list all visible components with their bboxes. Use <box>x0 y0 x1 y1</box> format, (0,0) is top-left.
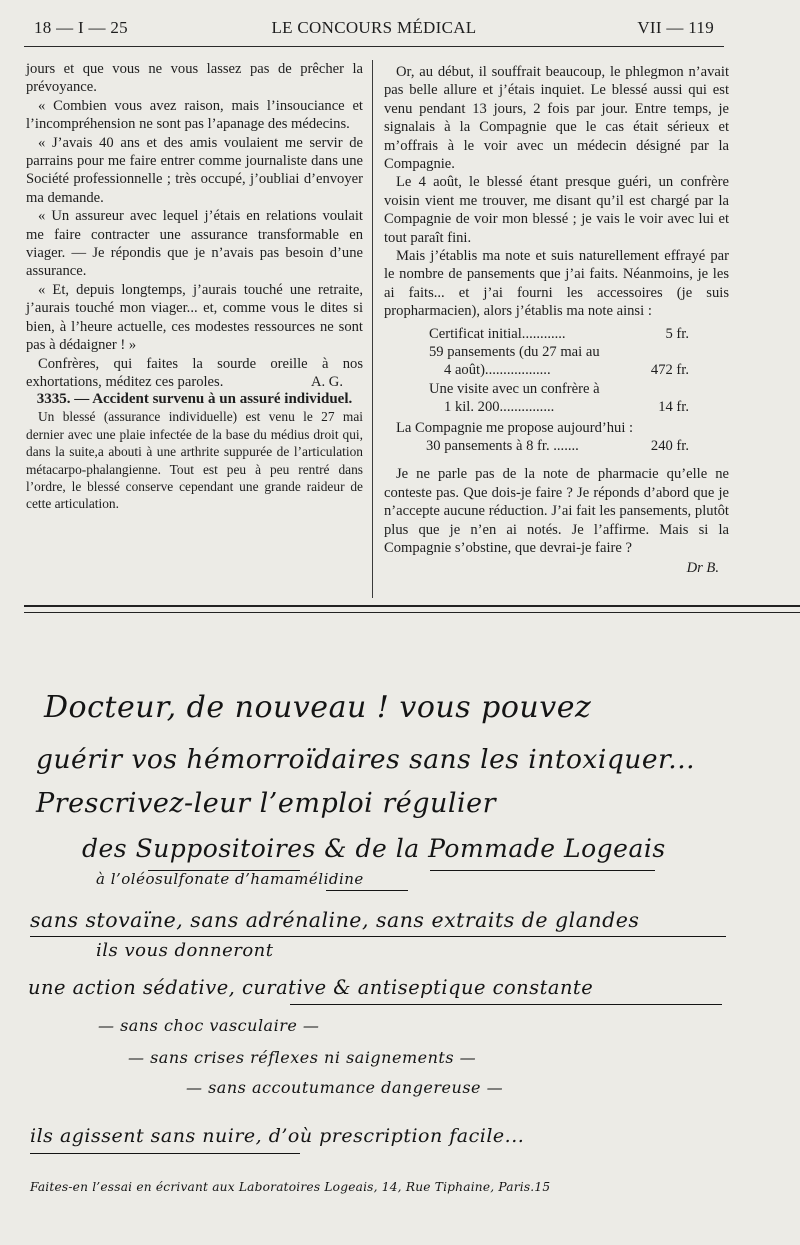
paragraph <box>26 355 363 392</box>
advert-line: ils vous donneront <box>96 940 274 961</box>
advert-line: à l’oléosulfonate d’hamamélidine <box>96 870 364 888</box>
header-date: 18 — I — 25 <box>34 18 128 37</box>
right-column <box>384 63 729 578</box>
signature-ag: A. G. <box>310 373 343 390</box>
advert-line: — sans crises réflexes ni saignements — <box>128 1048 477 1067</box>
left-column <box>26 60 363 513</box>
paragraph: Or, au début, il souffrait beaucoup, le phlegmon n’avait pas belle allure et j’étais inquiet. Le blessé aussi qui est venu pendant 13 jours, 2 fois par jour. Entre temps, je signalais à la Compagnie que le cas était sérieux et m’offrais à le voir avec un médecin désigné par la Compagnie. <box>384 64 729 173</box>
advert-line: Prescrivez-leur l’emploi régulier <box>36 788 497 819</box>
advert-line: une action sédative, curative & antiseptique constante <box>28 976 594 999</box>
header-rule <box>24 46 724 47</box>
underline <box>290 1004 722 1005</box>
invoice-line: 59 pansements (du 27 mai au <box>429 344 600 361</box>
advert-contact-line: Faites-en l’essai en écrivant aux Laboratoires Logeais, 14, Rue Tiphaine, Paris.15 <box>30 1180 551 1194</box>
article-title: 3335. — Accident survenu à un assuré individuel. <box>36 391 353 408</box>
underline <box>430 870 655 871</box>
invoice-line: Certificat initial............ 5 fr. <box>429 325 689 342</box>
column-divider <box>372 60 373 598</box>
paragraph: « Un assureur avec lequel j’étais en relations voulait me faire contracter une assurance transformable en viager. — Je répondis que je n’avais pas besoin d’une assurance. <box>26 208 363 280</box>
advert-line: guérir vos hémorroïdaires sans les intoxiquer... <box>36 744 696 775</box>
invoice-line: Une visite avec un confrère à <box>429 380 600 397</box>
section-rule <box>24 605 800 607</box>
underline <box>326 890 408 891</box>
section-rule <box>24 612 800 613</box>
underline <box>30 936 726 937</box>
paragraph: « J’avais 40 ans et des amis voulaient me servir de parrains pour me faire entrer comme journaliste dans une Société professionnelle ; très occupé, j’oubliai d’envoyer ma demande. <box>26 134 363 206</box>
handwritten-advert <box>0 620 800 1245</box>
header-page-number: VII — 119 <box>637 18 714 37</box>
advert-line: ils agissent sans nuire, d’où prescription facile... <box>30 1125 525 1147</box>
advert-line: Docteur, de nouveau ! vous pouvez <box>44 690 592 725</box>
proposal-text: La Compagnie me propose aujourd’hui : <box>396 419 634 436</box>
paragraph: Mais j’établis ma note et suis naturellement effrayé par le nombre de pansements que j’ai faits. Néanmoins, je les ai faits... et j’ai fourni les accessoires (je suis propharmacien), alors j’établis ma note ainsi : <box>384 248 729 320</box>
advert-line: — sans accoutumance dangereuse — <box>186 1078 504 1097</box>
paragraph: jours et que vous ne vous lassez pas de prêcher la prévoyance. <box>26 61 363 96</box>
invoice-line: 4 août).................. 472 fr. <box>444 362 689 379</box>
advert-line: — sans choc vasculaire — <box>98 1016 320 1035</box>
paragraph: Le 4 août, le blessé étant presque guéri, un confrère voisin vient me trouver, me disant qu’il est chargé par la Compagnie de voir mon blessé ; je vais le voir avec lui et tout paraît fini. <box>384 174 729 246</box>
article-body: Un blessé (assurance individuelle) est venu le 27 mai dernier avec une plaie infectée de la base du médius droit qui, dans la suite,a abouti à une arthrite suppurée de l’articulation métacarpo-phalangienne. Tout est peu à peu rentré dans l’ordre, le blessé conserve cependant une grande raideur de cette articulation. <box>26 409 363 512</box>
underline <box>30 1153 300 1154</box>
proposal-line: 30 pansements à 8 fr. ....... 240 fr. <box>426 438 689 455</box>
paragraph: « Et, depuis longtemps, j’aurais touché une retraite, j’aurais touché mon viager... et, comme vous le dites si bien, à l’heure actuelle, ces modestes ressources ne sont pas à dédaigner ! » <box>26 281 363 354</box>
closing-paragraph: Je ne parle pas de la note de pharmacie qu’elle ne conteste pas. Que dois-je faire ? Je réponds d’abord que je n’accepte aucune réduction. J’ai fait les pansements, plutôt plus que je n’en ai notés. Je l’affirme. Mais si la Compagnie s’obstine, que devrai-je faire ? <box>384 466 729 557</box>
closing-exhortation: Confrères, qui faites la sourde oreille à nos exhortations, méditez ces paroles. <box>26 355 363 390</box>
invoice-list <box>384 325 729 417</box>
header-journal-title: LE CONCOURS MÉDICAL <box>271 18 477 37</box>
invoice-line: 1 kil. 200............... 14 fr. <box>444 399 689 416</box>
advert-line: sans stovaïne, sans adrénaline, sans extraits de glandes <box>30 908 640 932</box>
advert-line: des Suppositoires & de la Pommade Logeais <box>82 834 666 863</box>
paragraph: « Combien vous avez raison, mais l’insouciance et l’incompréhension ne sont pas l’apanage des médecins. <box>26 97 363 133</box>
running-header <box>34 18 714 42</box>
signature-drb: Dr B. <box>686 560 719 577</box>
